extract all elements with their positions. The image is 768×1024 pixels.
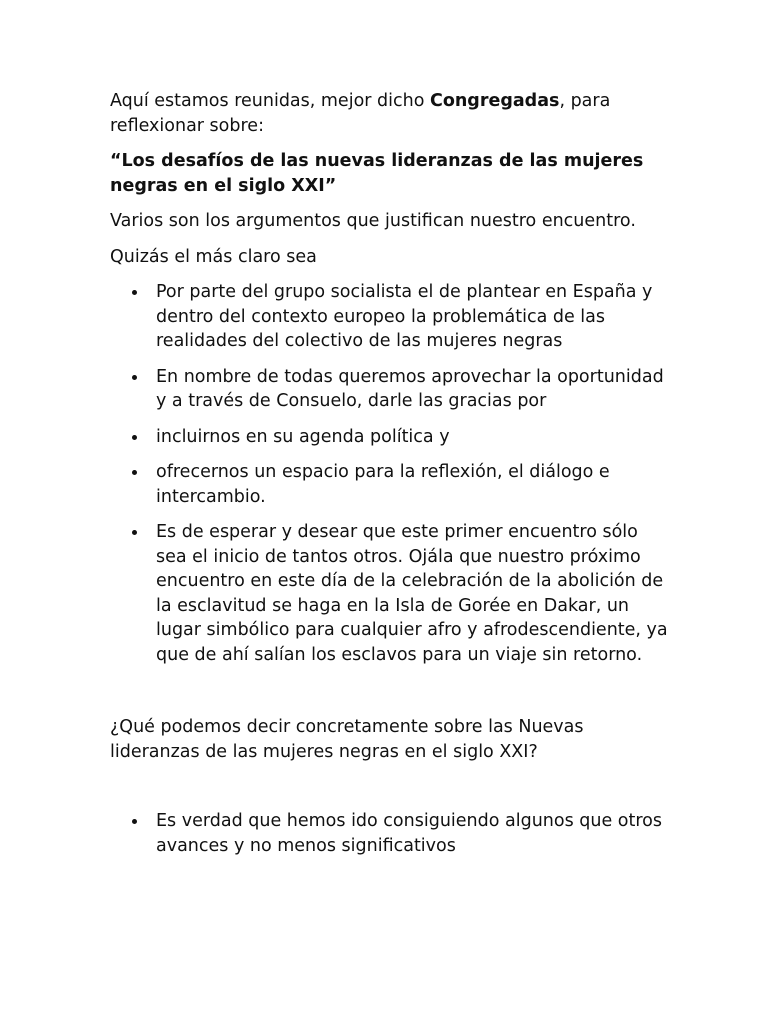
list-item [110,365,670,414]
list-item-text: Es verdad que hemos ido consiguiendo algunos que otros avances y no menos significativos [156,811,663,856]
list-item [110,460,670,509]
spacer [110,775,670,809]
bullet-icon [132,530,137,535]
list-item-text: En nombre de todas queremos aprovechar la oportunidad y a través de Consuelo, darle las gracias por [156,366,664,411]
spacer [110,678,670,715]
bullet-icon [132,470,137,475]
bullet-icon [132,290,137,295]
document-title: “Los desafíos de las nuevas lideranzas de las mujeres negras en el siglo XXI” [110,151,644,196]
paragraph-clearest: Quizás el más claro sea [110,246,317,267]
bullet-icon [132,435,137,440]
intro-text-end: , para reflexionar sobre: [110,91,611,136]
list-item [110,425,670,450]
list-item-text: Por parte del grupo socialista el de plantear en España y dentro del contexto europeo la problemática de las realidades del colectivo de las mujeres negras [156,282,653,351]
bullet-icon [132,375,137,380]
bullet-list-advances [110,809,670,858]
intro-paragraph [110,89,670,138]
list-item-text: ofrecernos un espacio para la reflexión, el diálogo e intercambio. [156,462,610,507]
bullet-list-reasons [110,280,670,667]
bullet-icon [132,819,137,824]
paragraph-question: ¿Qué podemos decir concretamente sobre las Nuevas lideranzas de las mujeres negras en el siglo XXI? [110,717,584,762]
list-item [110,280,670,354]
list-item-text: Es de esperar y desear que este primer encuentro sólo sea el inicio de tantos otros. Ojála que nuestro próximo encuentro en este día de la celebración de la abolición de la esclavitud se haga en la Isla de Gorée en Dakar, un lugar simbólico para cualquier afro y afrodescendiente, ya que de ahí salían los esclavos para un viaje sin retorno. [156,522,668,665]
list-item-text: incluirnos en su agenda política y [156,426,450,447]
list-item [110,520,670,667]
list-item [110,809,670,858]
intro-text-start: Aquí estamos reunidas, mejor dicho [110,91,430,111]
document-page [110,89,670,869]
paragraph-arguments: Varios son los argumentos que justifican nuestro encuentro. [110,211,636,231]
intro-bold-word: Congregadas [429,91,560,111]
